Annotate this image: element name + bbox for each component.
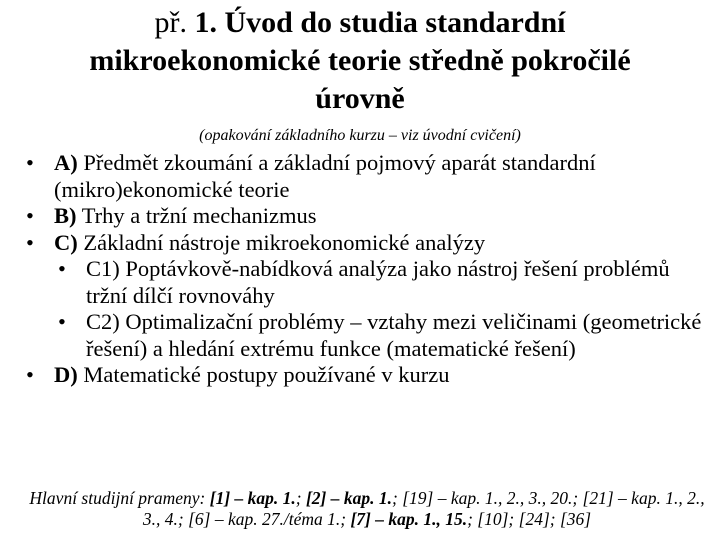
bullet-text: C2) Optimalizační problémy – vztahy mezi veličinami (geometrické řešení) a hledání extrému funkce (matematické řešení) <box>86 309 702 361</box>
source-ref-2: [2] – kap. 1. <box>305 488 393 508</box>
bullet-glyph: • <box>26 229 34 255</box>
sources-note <box>22 488 712 530</box>
sources-middle: ; [19] – kap. 1., 2., 3., 20.; [21] – kap. 1., 2., 3., 4.; [6] – kap. 27./téma 1.; <box>142 488 705 529</box>
sources-separator: ; <box>295 488 306 508</box>
title-prefix: př. <box>154 6 188 39</box>
bullet-glyph: • <box>58 256 66 281</box>
bullet-label: C) <box>54 229 78 255</box>
bullet-item-c <box>26 230 716 257</box>
slide-title <box>60 4 660 118</box>
bullet-glyph: • <box>26 362 34 387</box>
bullet-label: D) <box>54 362 78 387</box>
bullet-text: C1) Poptávkově-nabídková analýza jako nástroj řešení problémů tržní dílčí rovnováhy <box>86 256 670 308</box>
bullet-glyph: • <box>26 150 34 175</box>
bullet-glyph: • <box>26 203 34 228</box>
slide-subtitle: (opakování základního kurzu – viz úvodní cvičení) <box>199 127 521 144</box>
bullet-list <box>26 150 716 389</box>
bullet-label: A) <box>54 150 78 175</box>
bullet-item-c1 <box>58 256 716 309</box>
bullet-item-c2 <box>58 309 716 362</box>
title-main: 1. Úvod do studia standardní mikroekonomické teorie středně pokročilé úrovně <box>89 6 631 115</box>
bullet-item-a <box>26 150 716 203</box>
bullet-item-b <box>26 203 716 230</box>
source-ref-7: [7] – kap. 1., 15. <box>350 509 468 529</box>
bullet-label: B) <box>54 203 77 228</box>
source-ref-1: [1] – kap. 1. <box>209 488 296 508</box>
bullet-text: Základní nástroje mikroekonomické analýzy <box>77 229 486 255</box>
sources-end: ; [10]; [24]; [36] <box>467 509 592 529</box>
bullet-text: Matematické postupy používané v kurzu <box>77 362 450 387</box>
bullet-item-d <box>26 362 716 389</box>
sources-intro: Hlavní studijní prameny: <box>29 488 210 508</box>
bullet-text: Trhy a tržní mechanizmus <box>76 203 317 228</box>
bullet-text: Předmět zkoumání a základní pojmový aparát standardní (mikro)ekonomické teorie <box>54 150 596 202</box>
bullet-glyph: • <box>58 309 66 334</box>
